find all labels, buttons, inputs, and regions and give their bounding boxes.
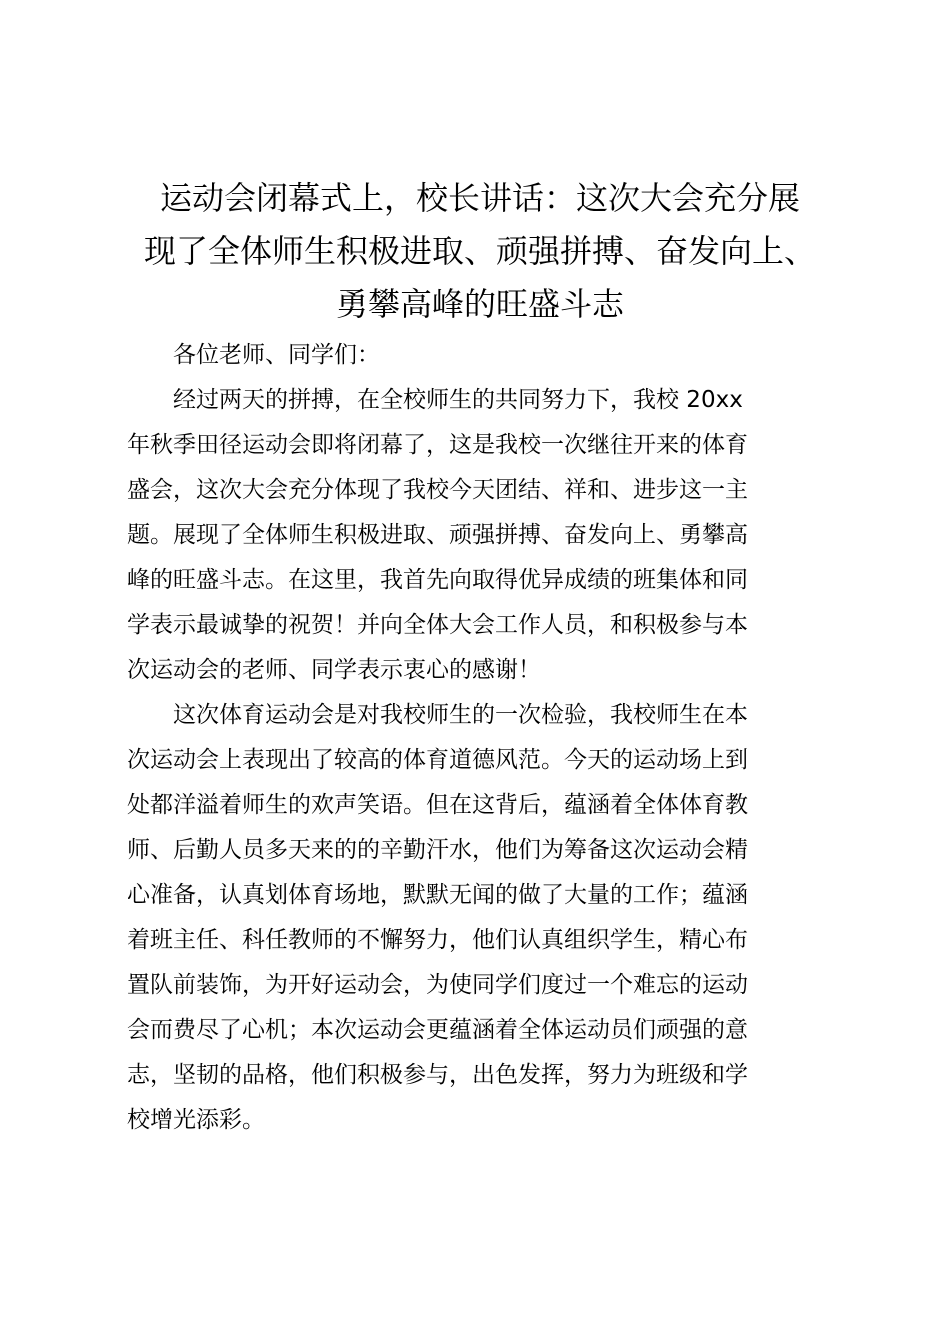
body-paragraph: 这次体育运动会是对我校师生的一次检验，我校师生在本 次运动会上表现出了较高的体育道德风范。今天的运动场上到 处都洋溢着师生的欢声笑语。但在这背后，蕴涵着全体体育教 师、后勤人员多天来的的辛勤汗水，他们为筹备这次运动会精 心准备，认真划体育场地，默默无闻的做了大量的工作；蕴涵 着班主任、科任教师的不懈努力，他们认真组织学生，精心布 置队前装饰，为开好运动会，为使同学们度过一个难忘的运动 会而费尽了心机；本次运动会更蕴涵着全体运动员们顽强的意 志，坚韧的品格，他们积极参与，出色发挥，努力为班级和学 校增光添彩。 (127, 702, 748, 1133)
greeting-line: 各位老师、同学们： (173, 342, 380, 368)
body-paragraph: 经过两天的拼搏，在全校师生的共同努力下，我校 20xx 年秋季田径运动会即将闭幕了，这是我校一次继往开来的体育 盛会，这次大会充分体现了我校今天团结、祥和、进步这一主 题。展现了全体师生积极进取、顽强拼搏、奋发向上、勇攀高 峰的旺盛斗志。在这里，我首先向取得优异成绩的班集体和同 学表示最诚挚的祝贺！并向全体大会工作人员，和积极参与本 次运动会的老师、同学表示衷心的感谢！ (127, 387, 748, 683)
document-title: 运动会闭幕式上，校长讲话：这次大会充分展 现了全体师生积极进取、顽强拼搏、奋发向上、 勇攀高峰的旺盛斗志 (143, 179, 816, 323)
document-page (127, 172, 833, 1143)
document-body (127, 333, 833, 1143)
